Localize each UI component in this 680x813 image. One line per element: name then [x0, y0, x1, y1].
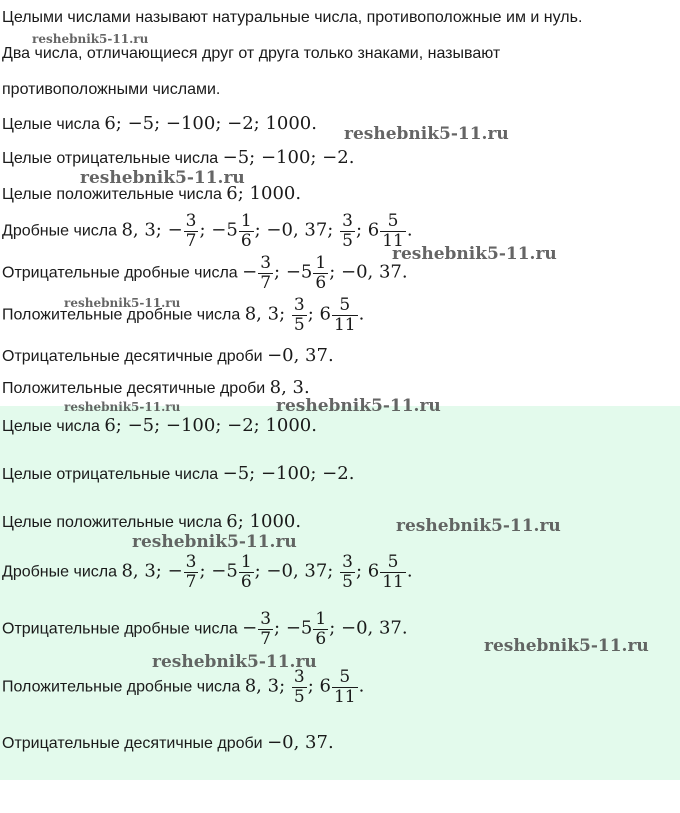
- neg-integers-values: −5; −100; −2.: [222, 147, 355, 168]
- fractions-label: Дробные числа: [2, 222, 117, 240]
- neg-integers-line: [2, 148, 354, 169]
- integers-values: 6; −5; −100; −2; 1000.: [104, 415, 317, 436]
- fraction-3-5: $\frac{3}{5}$: [293, 295, 305, 335]
- fraction-1-6: $\frac{1}{6}$: [240, 211, 252, 251]
- integers-label: Целые числа: [2, 418, 100, 435]
- neg-decimals-values: −0, 37.: [267, 345, 334, 366]
- fraction-5-11: $\frac{5}{11}$: [382, 552, 404, 592]
- neg-fractions-line: [2, 254, 408, 293]
- fraction-1-6: $\frac{1}{6}$: [240, 552, 252, 592]
- fractions-label: Дробные числа: [2, 563, 117, 581]
- fraction-5-11: $\frac{5}{11}$: [333, 667, 356, 707]
- fraction-3-7: $\frac{3}{7}$: [185, 211, 197, 251]
- fractions-part-c: ; −0, 37;: [254, 560, 340, 582]
- pos-integers-label: Целые положительные числа: [2, 186, 222, 203]
- fraction-3-5: $\frac{3}{5}$: [342, 552, 353, 592]
- fractions-part-e: .: [406, 560, 413, 582]
- pos-fractions-label: Положительные дробные числа: [2, 306, 241, 324]
- answer-neg-fractions-line: [2, 610, 408, 649]
- fractions-part-a: 8, 3; −: [121, 219, 183, 241]
- neg-integers-label: Целые отрицательные числа: [2, 150, 219, 167]
- pos-fractions-part-a: 8, 3;: [244, 675, 291, 697]
- pos-decimals-values: 8, 3.: [269, 377, 310, 398]
- pos-fractions-label: Положительные дробные числа: [2, 678, 241, 696]
- pos-decimals-label: Положительные десятичные дроби: [2, 380, 266, 397]
- fractions-part-b: ; −5: [199, 560, 238, 582]
- definition-text: Целыми числами называют натуральные числа, противоположные им и нуль.: [2, 9, 583, 26]
- neg-fractions-part-c: ; −0, 37.: [329, 261, 408, 283]
- pos-fractions-line: [2, 296, 364, 335]
- fraction-1-6: $\frac{1}{6}$: [315, 609, 327, 649]
- fraction-3-5: $\frac{3}{5}$: [342, 211, 353, 251]
- pos-fractions-part-b: ; 6: [307, 675, 331, 697]
- answer-fractions-line: [2, 553, 413, 592]
- integers-values: 6; −5; −100; −2; 1000.: [104, 113, 317, 134]
- watermark: reshebnik5-11.ru: [64, 400, 181, 414]
- watermark: reshebnik5-11.ru: [152, 652, 317, 672]
- watermark: reshebnik5-11.ru: [276, 396, 441, 416]
- watermark: reshebnik5-11.ru: [32, 32, 149, 46]
- neg-fractions-part-a: −: [242, 261, 258, 283]
- fractions-part-c: ; −0, 37;: [254, 219, 340, 241]
- neg-decimals-label: Отрицательные десятичные дроби: [2, 348, 263, 365]
- pos-fractions-part-c: .: [358, 303, 365, 325]
- fractions-part-a: 8, 3; −: [121, 560, 183, 582]
- fraction-5-11: $\frac{5}{11}$: [333, 295, 356, 335]
- neg-fractions-part-b: ; −5: [274, 261, 313, 283]
- fraction-3-7: $\frac{3}{7}$: [185, 552, 197, 592]
- watermark: reshebnik5-11.ru: [132, 532, 297, 552]
- watermark: reshebnik5-11.ru: [484, 636, 649, 656]
- neg-fractions-part-c: ; −0, 37.: [329, 617, 408, 639]
- neg-decimals-line: [2, 346, 334, 367]
- neg-decimals-values: −0, 37.: [267, 732, 334, 753]
- fraction-3-5: $\frac{3}{5}$: [293, 667, 305, 707]
- neg-integers-label: Целые отрицательные числа: [2, 466, 219, 483]
- watermark: reshebnik5-11.ru: [344, 124, 509, 144]
- answer-integers-line: [2, 416, 317, 437]
- fraction-5-11: $\frac{5}{11}$: [382, 211, 404, 251]
- opposite-text-line1: Два числа, отличающиеся друг от друга только знаками, называют: [2, 45, 501, 62]
- pos-fractions-part-b: ; 6: [307, 303, 331, 325]
- fraction-3-7: $\frac{3}{7}$: [260, 609, 272, 649]
- neg-fractions-label: Отрицательные дробные числа: [2, 264, 238, 282]
- fraction-1-6: $\frac{1}{6}$: [315, 253, 327, 293]
- answer-neg-decimals-line: [2, 733, 334, 754]
- fractions-line: [2, 212, 413, 251]
- fractions-part-b: ; −5: [199, 219, 238, 241]
- neg-fractions-label: Отрицательные дробные числа: [2, 620, 238, 638]
- integers-line: [2, 114, 317, 135]
- integers-label: Целые числа: [2, 116, 100, 133]
- pos-integers-values: 6; 1000.: [226, 511, 302, 532]
- pos-integers-label: Целые положительные числа: [2, 514, 222, 531]
- neg-fractions-part-b: ; −5: [274, 617, 313, 639]
- answer-pos-integers-line: [2, 512, 301, 533]
- watermark: reshebnik5-11.ru: [396, 516, 561, 536]
- fractions-part-d: ; 6: [355, 219, 380, 241]
- neg-fractions-part-a: −: [242, 617, 258, 639]
- answer-neg-integers-line: [2, 464, 354, 485]
- neg-decimals-label: Отрицательные десятичные дроби: [2, 735, 263, 752]
- fractions-part-e: .: [406, 219, 413, 241]
- watermark: reshebnik5-11.ru: [80, 168, 245, 188]
- pos-decimals-line: [2, 378, 310, 399]
- pos-fractions-part-a: 8, 3;: [244, 303, 291, 325]
- opposite-text-line2: противоположными числами.: [2, 81, 221, 98]
- watermark: reshebnik5-11.ru: [392, 244, 557, 264]
- answer-pos-fractions-line: [2, 668, 364, 707]
- fraction-3-7: $\frac{3}{7}$: [260, 253, 272, 293]
- pos-fractions-part-c: .: [358, 675, 365, 697]
- fractions-part-d: ; 6: [355, 560, 380, 582]
- watermark: reshebnik5-11.ru: [64, 296, 181, 310]
- neg-integers-values: −5; −100; −2.: [222, 463, 355, 484]
- pos-integers-values: 6; 1000.: [226, 183, 302, 204]
